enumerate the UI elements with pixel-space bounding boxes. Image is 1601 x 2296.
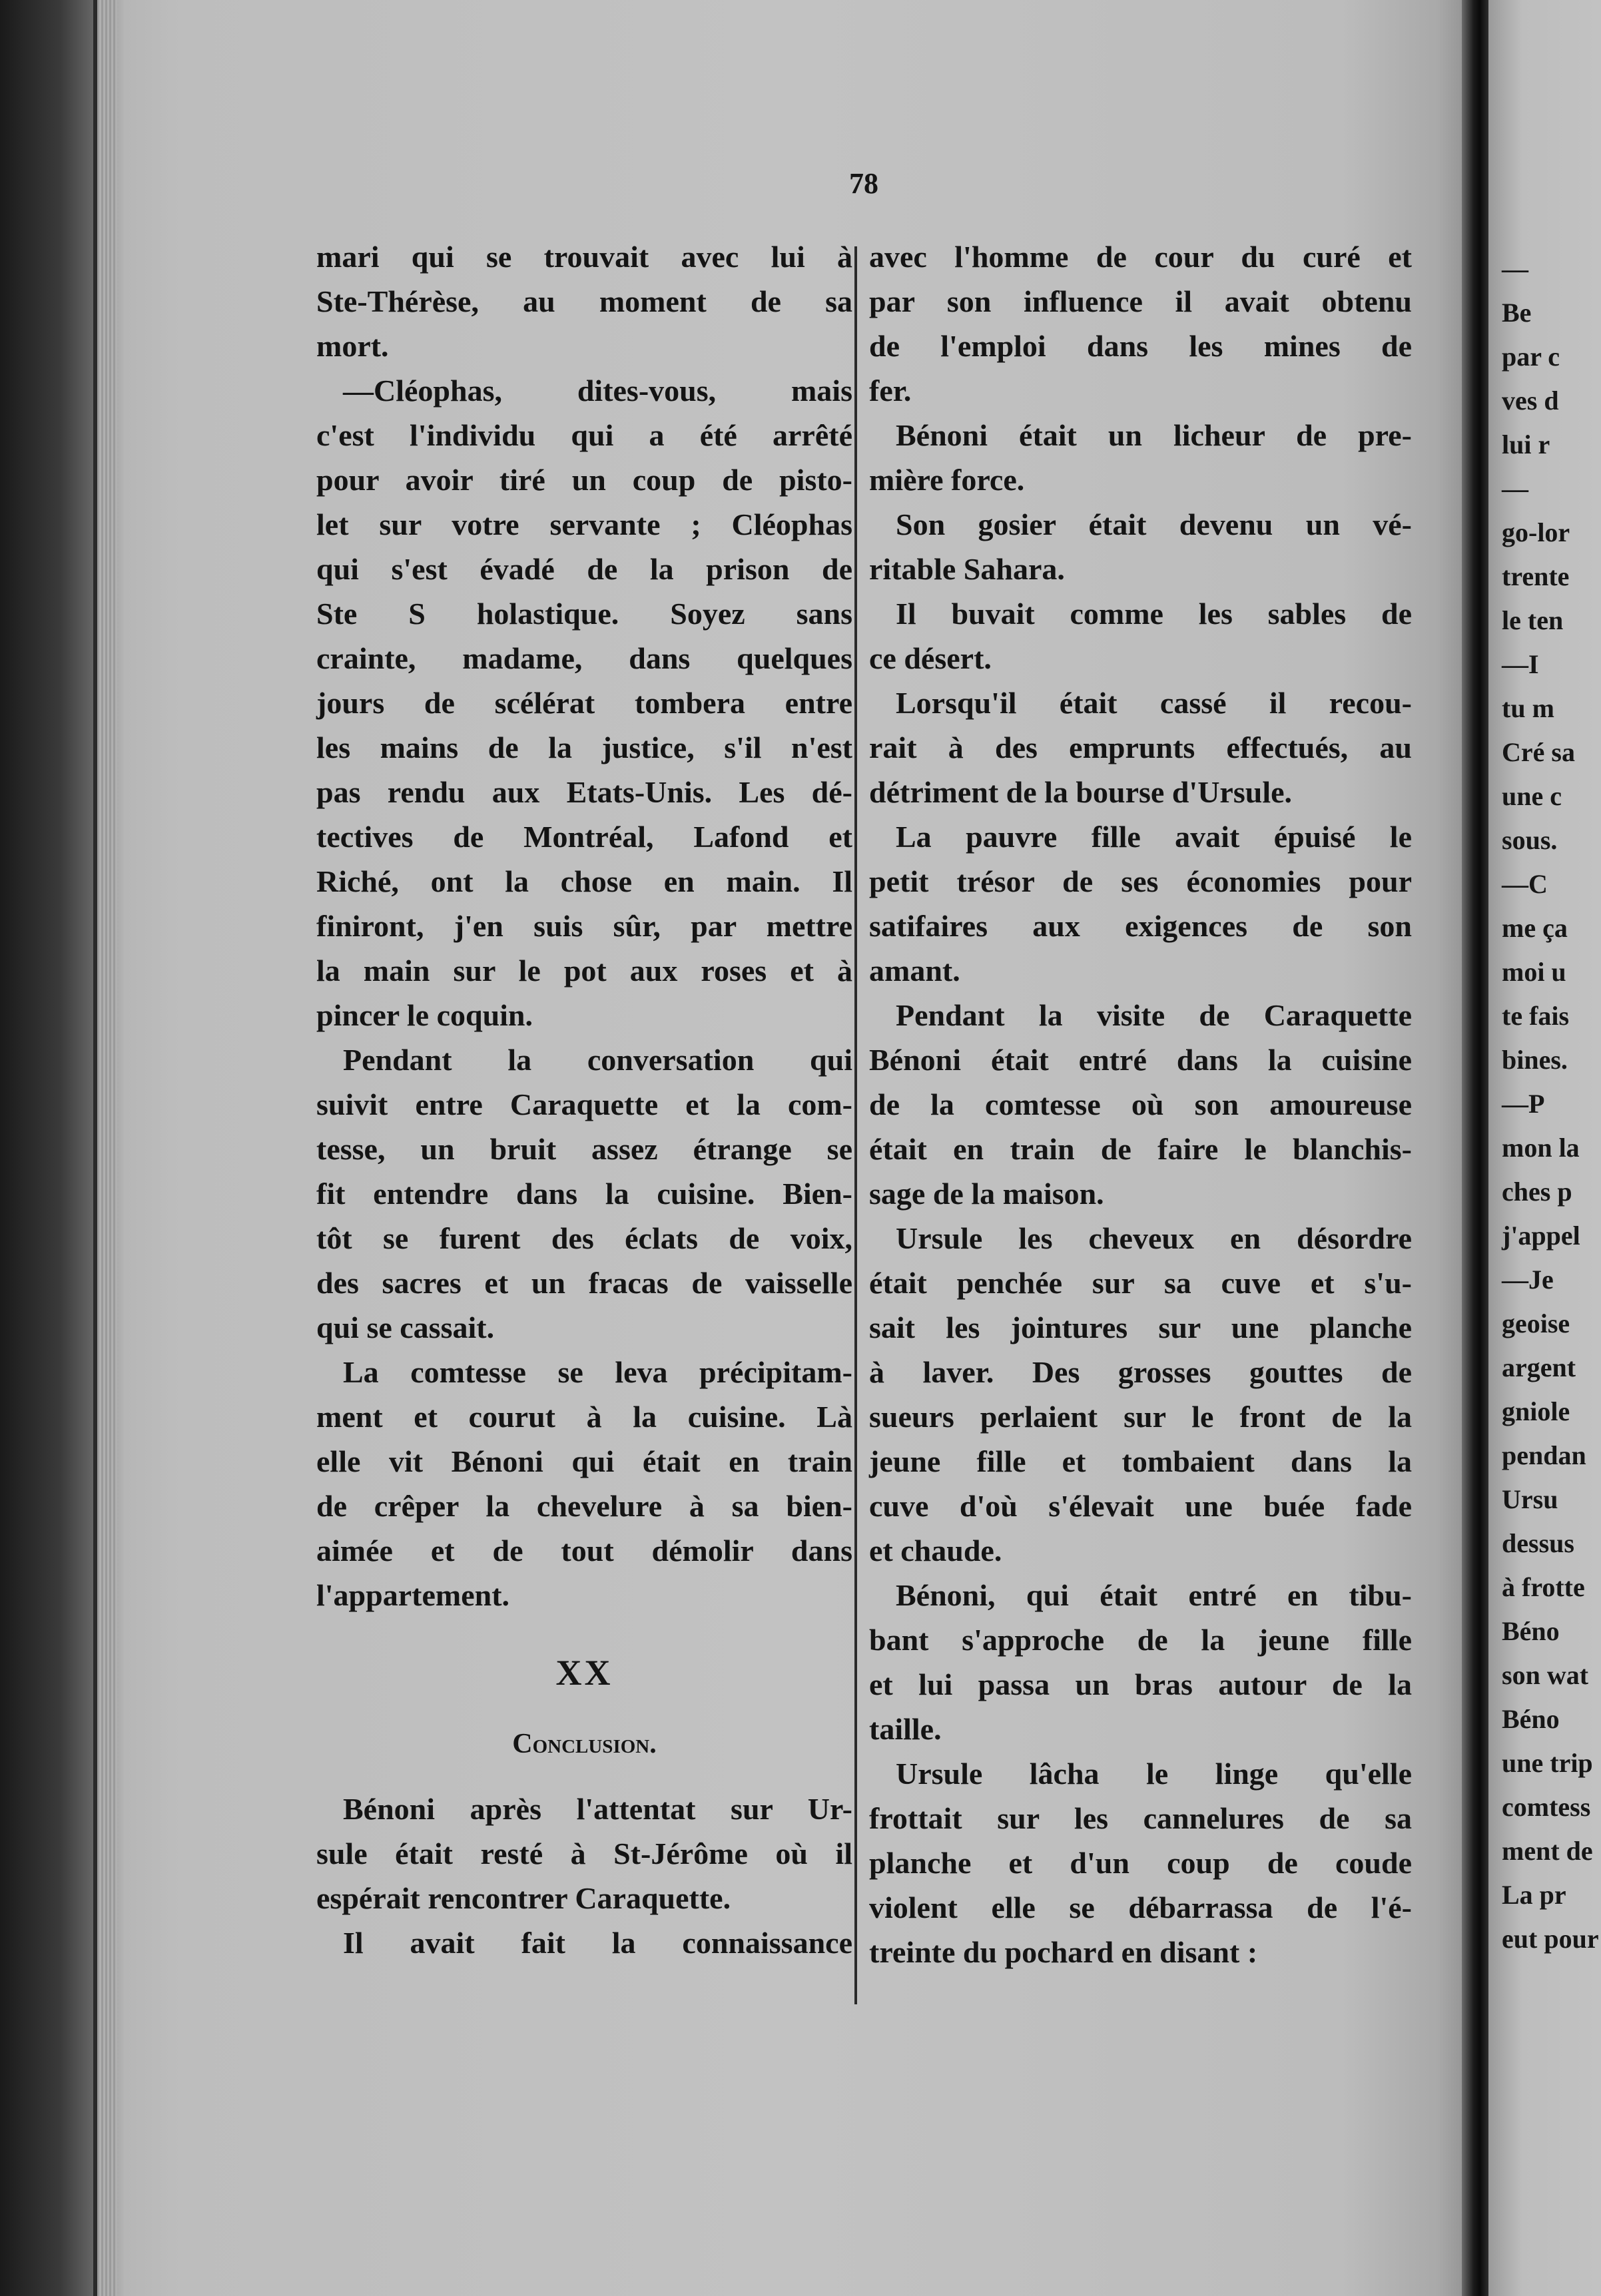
text-line: mari qui se trouvait avec lui à [316, 240, 852, 274]
text-line: pour avoir tiré un coup de pisto- [316, 463, 852, 497]
paragraph [316, 1787, 852, 1920]
facing-page-line: par c [1502, 342, 1560, 372]
facing-page-line: — [1502, 473, 1528, 503]
facing-page-line: comtess [1502, 1792, 1591, 1822]
facing-page-line: une c [1502, 781, 1562, 811]
text-line: petit trésor de ses économies pour [869, 864, 1412, 898]
text-line: bant s'approche de la jeune fille [869, 1623, 1412, 1657]
left-column [316, 234, 852, 1965]
text-line: taille. [869, 1712, 942, 1746]
facing-page-line: lui r [1502, 430, 1550, 459]
text-line: amant. [869, 954, 960, 988]
text-line: Bénoni, qui était entré en tibu- [896, 1578, 1412, 1612]
text-line: qui se cassait. [316, 1310, 495, 1344]
facing-page-line: Be [1502, 298, 1532, 328]
text-line: mière force. [869, 463, 1025, 497]
text-line: La pauvre fille avait épuisé le [896, 820, 1412, 854]
text-line: Son gosier était devenu un vé- [896, 507, 1412, 541]
text-line: frottait sur les cannelures de sa [869, 1801, 1412, 1835]
facing-page-line: son wat [1502, 1660, 1589, 1690]
chapter-number: XX [555, 1653, 613, 1693]
text-line: était en train de faire le blanchis- [869, 1132, 1412, 1166]
scan-dark-edge [0, 0, 100, 2296]
text-line: qui s'est évadé de la prison de [316, 552, 852, 586]
text-line: ce désert. [869, 641, 992, 675]
facing-page-line: pendan [1502, 1440, 1586, 1470]
text-line: l'appartement. [316, 1578, 510, 1612]
text-line: tesse, un bruit assez étrange se [316, 1132, 852, 1166]
text-line: Bénoni était entré dans la cuisine [869, 1043, 1412, 1077]
text-line: jeune fille et tombaient dans la [869, 1444, 1412, 1478]
page-number: 78 [849, 167, 878, 200]
facing-page-line: dessus [1502, 1528, 1574, 1558]
text-line: était penchée sur sa cuve et s'u- [869, 1266, 1412, 1300]
text-line: ritable Sahara. [869, 552, 1065, 586]
text-line: let sur votre servante ; Cléophas [316, 507, 852, 541]
facing-page-line: me ça [1502, 913, 1568, 943]
column-divider [854, 246, 857, 2004]
facing-page-line: une trip [1502, 1748, 1593, 1778]
text-line: Pendant la conversation qui [343, 1043, 852, 1077]
text-line: violent elle se débarrassa de l'é- [869, 1890, 1412, 1924]
text-line: tôt se furent des éclats de voix, [316, 1221, 852, 1255]
text-line: Ste-Thérèse, au moment de sa [316, 284, 852, 318]
text-line: Ste S holastique. Soyez sans [316, 597, 852, 631]
paragraph [869, 413, 1412, 502]
text-line: à laver. Des grosses gouttes de [869, 1355, 1412, 1389]
text-line: Il avait fait la connaissance [343, 1926, 852, 1960]
text-line: Ursule les cheveux en désordre [896, 1221, 1412, 1255]
text-line: tectives de Montréal, Lafond et [316, 820, 852, 854]
text-line: Ursule lâcha le linge qu'elle [896, 1757, 1412, 1791]
facing-page-line: gniole [1502, 1396, 1570, 1426]
paragraph [869, 1216, 1412, 1573]
facing-page-line: —C [1502, 869, 1548, 899]
text-line: satifaires aux exigences de son [869, 909, 1412, 943]
paragraph [869, 1573, 1412, 1751]
text-line: sueurs perlaient sur le front de la [869, 1400, 1412, 1434]
text-line: avec l'homme de cour du curé et [869, 240, 1412, 274]
text-line: la main sur le pot aux roses et à [316, 954, 852, 988]
facing-page-line: j'appel [1502, 1221, 1580, 1251]
text-line: ment et courut à la cuisine. Là [316, 1400, 852, 1434]
facing-page-line: mon la [1502, 1133, 1580, 1163]
text-line: aimée et de tout démolir dans [316, 1534, 852, 1568]
text-line: —Cléophas, dites-vous, mais [343, 374, 852, 408]
text-line: suivit entre Caraquette et la com- [316, 1087, 852, 1121]
chapter-title: Conclusion. [512, 1729, 657, 1759]
facing-page-line: Béno [1502, 1704, 1560, 1734]
text-line: de l'emploi dans les mines de [869, 329, 1412, 363]
facing-page-fragment [1488, 0, 1601, 2296]
text-line: pincer le coquin. [316, 998, 533, 1032]
facing-page-line: argent [1502, 1352, 1576, 1382]
text-line: de crêper la chevelure à sa bien- [316, 1489, 852, 1523]
text-line: et lui passa un bras autour de la [869, 1667, 1412, 1701]
text-line: de la comtesse où son amoureuse [869, 1087, 1412, 1121]
text-line: sait les jointures sur une planche [869, 1310, 1412, 1344]
facing-page-line: ches p [1502, 1177, 1572, 1207]
text-line: finiront, j'en suis sûr, par mettre [316, 909, 852, 943]
facing-page-line: moi u [1502, 957, 1566, 987]
text-line: et chaude. [869, 1534, 1002, 1568]
text-line: La comtesse se leva précipitam- [343, 1355, 852, 1389]
paragraph [316, 1920, 852, 1965]
text-line: fer. [869, 374, 912, 408]
text-line: Bénoni après l'attentat sur Ur- [343, 1792, 852, 1826]
facing-page-line: La pr [1502, 1880, 1566, 1910]
text-line: sule était resté à St-Jérôme où il [316, 1837, 852, 1870]
text-line: planche et d'un coup de coude [869, 1846, 1412, 1880]
text-line: crainte, madame, dans quelques [316, 641, 852, 675]
paragraph [316, 234, 852, 368]
page-stack-edges [97, 0, 117, 2296]
paragraph [869, 502, 1412, 591]
text-line: treinte du pochard en disant : [869, 1935, 1258, 1969]
paragraph [869, 234, 1412, 413]
facing-page-line: eut pour [1502, 1924, 1599, 1954]
text-line: mort. [316, 329, 389, 363]
facing-page-line: Cré sa [1502, 737, 1575, 767]
paragraph [869, 591, 1412, 681]
facing-page-line: à frotte [1502, 1572, 1585, 1602]
facing-page-line: — [1502, 254, 1528, 284]
text-line: cuve d'où s'élevait une buée fade [869, 1489, 1412, 1523]
facing-page-line: Ursu [1502, 1484, 1558, 1514]
facing-page-line: ment de [1502, 1836, 1593, 1866]
right-column [869, 234, 1412, 1974]
facing-page-line: ves d [1502, 386, 1559, 416]
facing-page-line: go-lor [1502, 517, 1570, 547]
facing-page-line: —P [1502, 1089, 1545, 1119]
facing-page-line: tu m [1502, 693, 1554, 723]
text-line: Pendant la visite de Caraquette [896, 998, 1412, 1032]
text-line: fit entendre dans la cuisine. Bien- [316, 1177, 852, 1211]
facing-page-line: Béno [1502, 1616, 1560, 1646]
text-line: Bénoni était un licheur de pre- [896, 418, 1412, 452]
paragraph [869, 814, 1412, 993]
paragraph [316, 1037, 852, 1350]
facing-page-line: —Je [1502, 1265, 1554, 1294]
text-line: jours de scélérat tombera entre [316, 686, 852, 720]
text-line: par son influence il avait obtenu [869, 284, 1412, 318]
paragraph [869, 993, 1412, 1216]
text-line: espérait rencontrer Caraquette. [316, 1881, 731, 1915]
paragraph [869, 681, 1412, 814]
text-line: Lorsqu'il était cassé il recou- [896, 686, 1412, 720]
text-line: les mains de la justice, s'il n'est [316, 730, 852, 764]
paragraph [316, 1350, 852, 1617]
facing-page-line: —I [1502, 649, 1539, 679]
text-line: détriment de la bourse d'Ursule. [869, 775, 1293, 809]
book-gutter [1462, 0, 1492, 2296]
facing-page-line: geoise [1502, 1308, 1570, 1338]
facing-page-line: trente [1502, 561, 1570, 591]
facing-page-line: le ten [1502, 605, 1564, 635]
text-line: pas rendu aux Etats-Unis. Les dé- [316, 775, 852, 809]
text-line: c'est l'individu qui a été arrêté [316, 418, 852, 452]
text-line: des sacres et un fracas de vaisselle [316, 1266, 852, 1300]
text-line: elle vit Bénoni qui était en train [316, 1444, 852, 1478]
text-line: sage de la maison. [869, 1177, 1104, 1211]
facing-page-line: te fais [1502, 1001, 1570, 1031]
text-line: rait à des emprunts effectués, au [869, 730, 1412, 764]
facing-page-line: bines. [1502, 1045, 1568, 1075]
text-line: Il buvait comme les sables de [896, 597, 1412, 631]
paragraph [869, 1751, 1412, 1974]
facing-page-line: sous. [1502, 825, 1558, 855]
text-line: Riché, ont la chose en main. Il [316, 864, 852, 898]
paragraph [316, 368, 852, 1037]
